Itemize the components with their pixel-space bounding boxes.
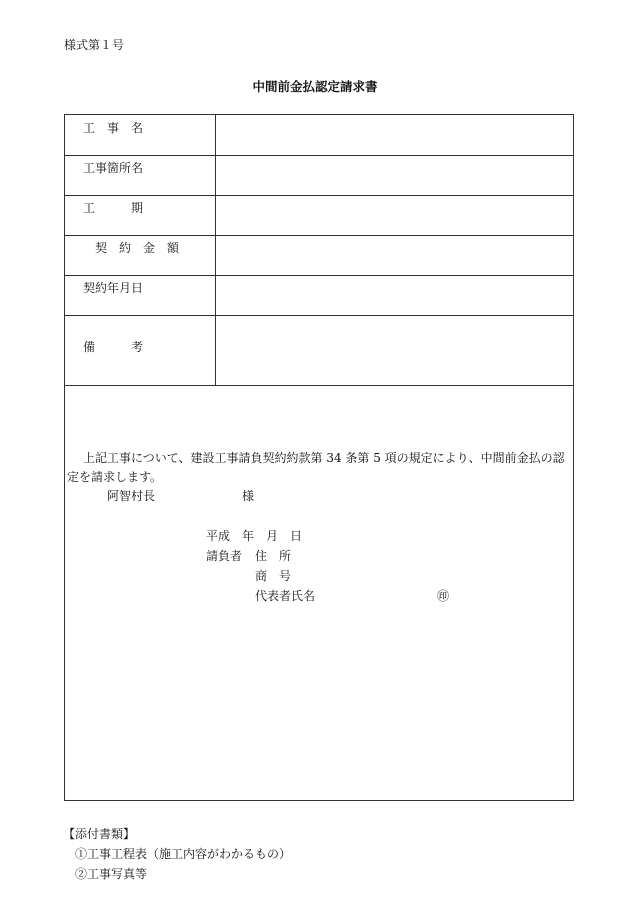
value-contract-date[interactable]	[215, 275, 573, 315]
address-label: 住 所	[255, 549, 292, 563]
field-label-cell	[65, 115, 216, 155]
request-text-line1: 上記工事について、建設工事請負契約約款第 34 条第 5 項の規定により、中間前金払の認	[83, 451, 565, 465]
label-project-name: 工 事 名	[83, 121, 144, 135]
field-label-cell	[65, 155, 216, 195]
label-construction-period: 工 期	[83, 201, 144, 215]
value-project-location[interactable]	[215, 155, 573, 195]
field-row-contract-amount	[65, 235, 573, 276]
date-line: 平成 年 月 日	[206, 529, 303, 543]
field-row-remarks	[65, 315, 573, 386]
contractor-label: 請負者	[206, 549, 243, 563]
request-text-line2: 定を請求します。	[67, 470, 163, 484]
seal-mark: ㊞	[437, 589, 450, 603]
value-remarks[interactable]	[215, 315, 573, 385]
field-label-cell	[65, 195, 216, 235]
addressee: 阿智村長	[107, 489, 156, 503]
honorific: 様	[242, 489, 255, 503]
label-contract-amount: 契 約 金 額	[83, 241, 180, 255]
label-remarks: 備 考	[83, 340, 144, 354]
trade-name-label: 商 号	[255, 569, 292, 583]
field-label-cell	[65, 315, 216, 385]
field-label-cell	[65, 275, 216, 315]
attachments-title: 【添付書類】	[63, 827, 136, 841]
attachment-item-schedule: ①工事工程表（施工内容がわかるもの）	[75, 847, 292, 861]
value-project-name[interactable]	[215, 115, 573, 155]
attachment-item-photos: ②工事写真等	[75, 867, 148, 881]
field-label-cell	[65, 235, 216, 275]
representative-label: 代表者氏名	[255, 589, 316, 603]
label-contract-date: 契約年月日	[83, 281, 144, 295]
value-construction-period[interactable]	[215, 195, 573, 235]
form-number: 様式第１号	[64, 38, 125, 52]
field-row-project-location	[65, 155, 573, 196]
field-row-project-name	[65, 115, 573, 156]
field-row-contract-date	[65, 275, 573, 316]
request-form-table	[64, 114, 574, 801]
document-title: 中間前金払認定請求書	[252, 79, 378, 94]
request-statement-block	[65, 385, 573, 800]
label-project-location: 工事箇所名	[83, 161, 144, 175]
value-contract-amount[interactable]	[215, 235, 573, 275]
field-row-construction-period	[65, 195, 573, 236]
